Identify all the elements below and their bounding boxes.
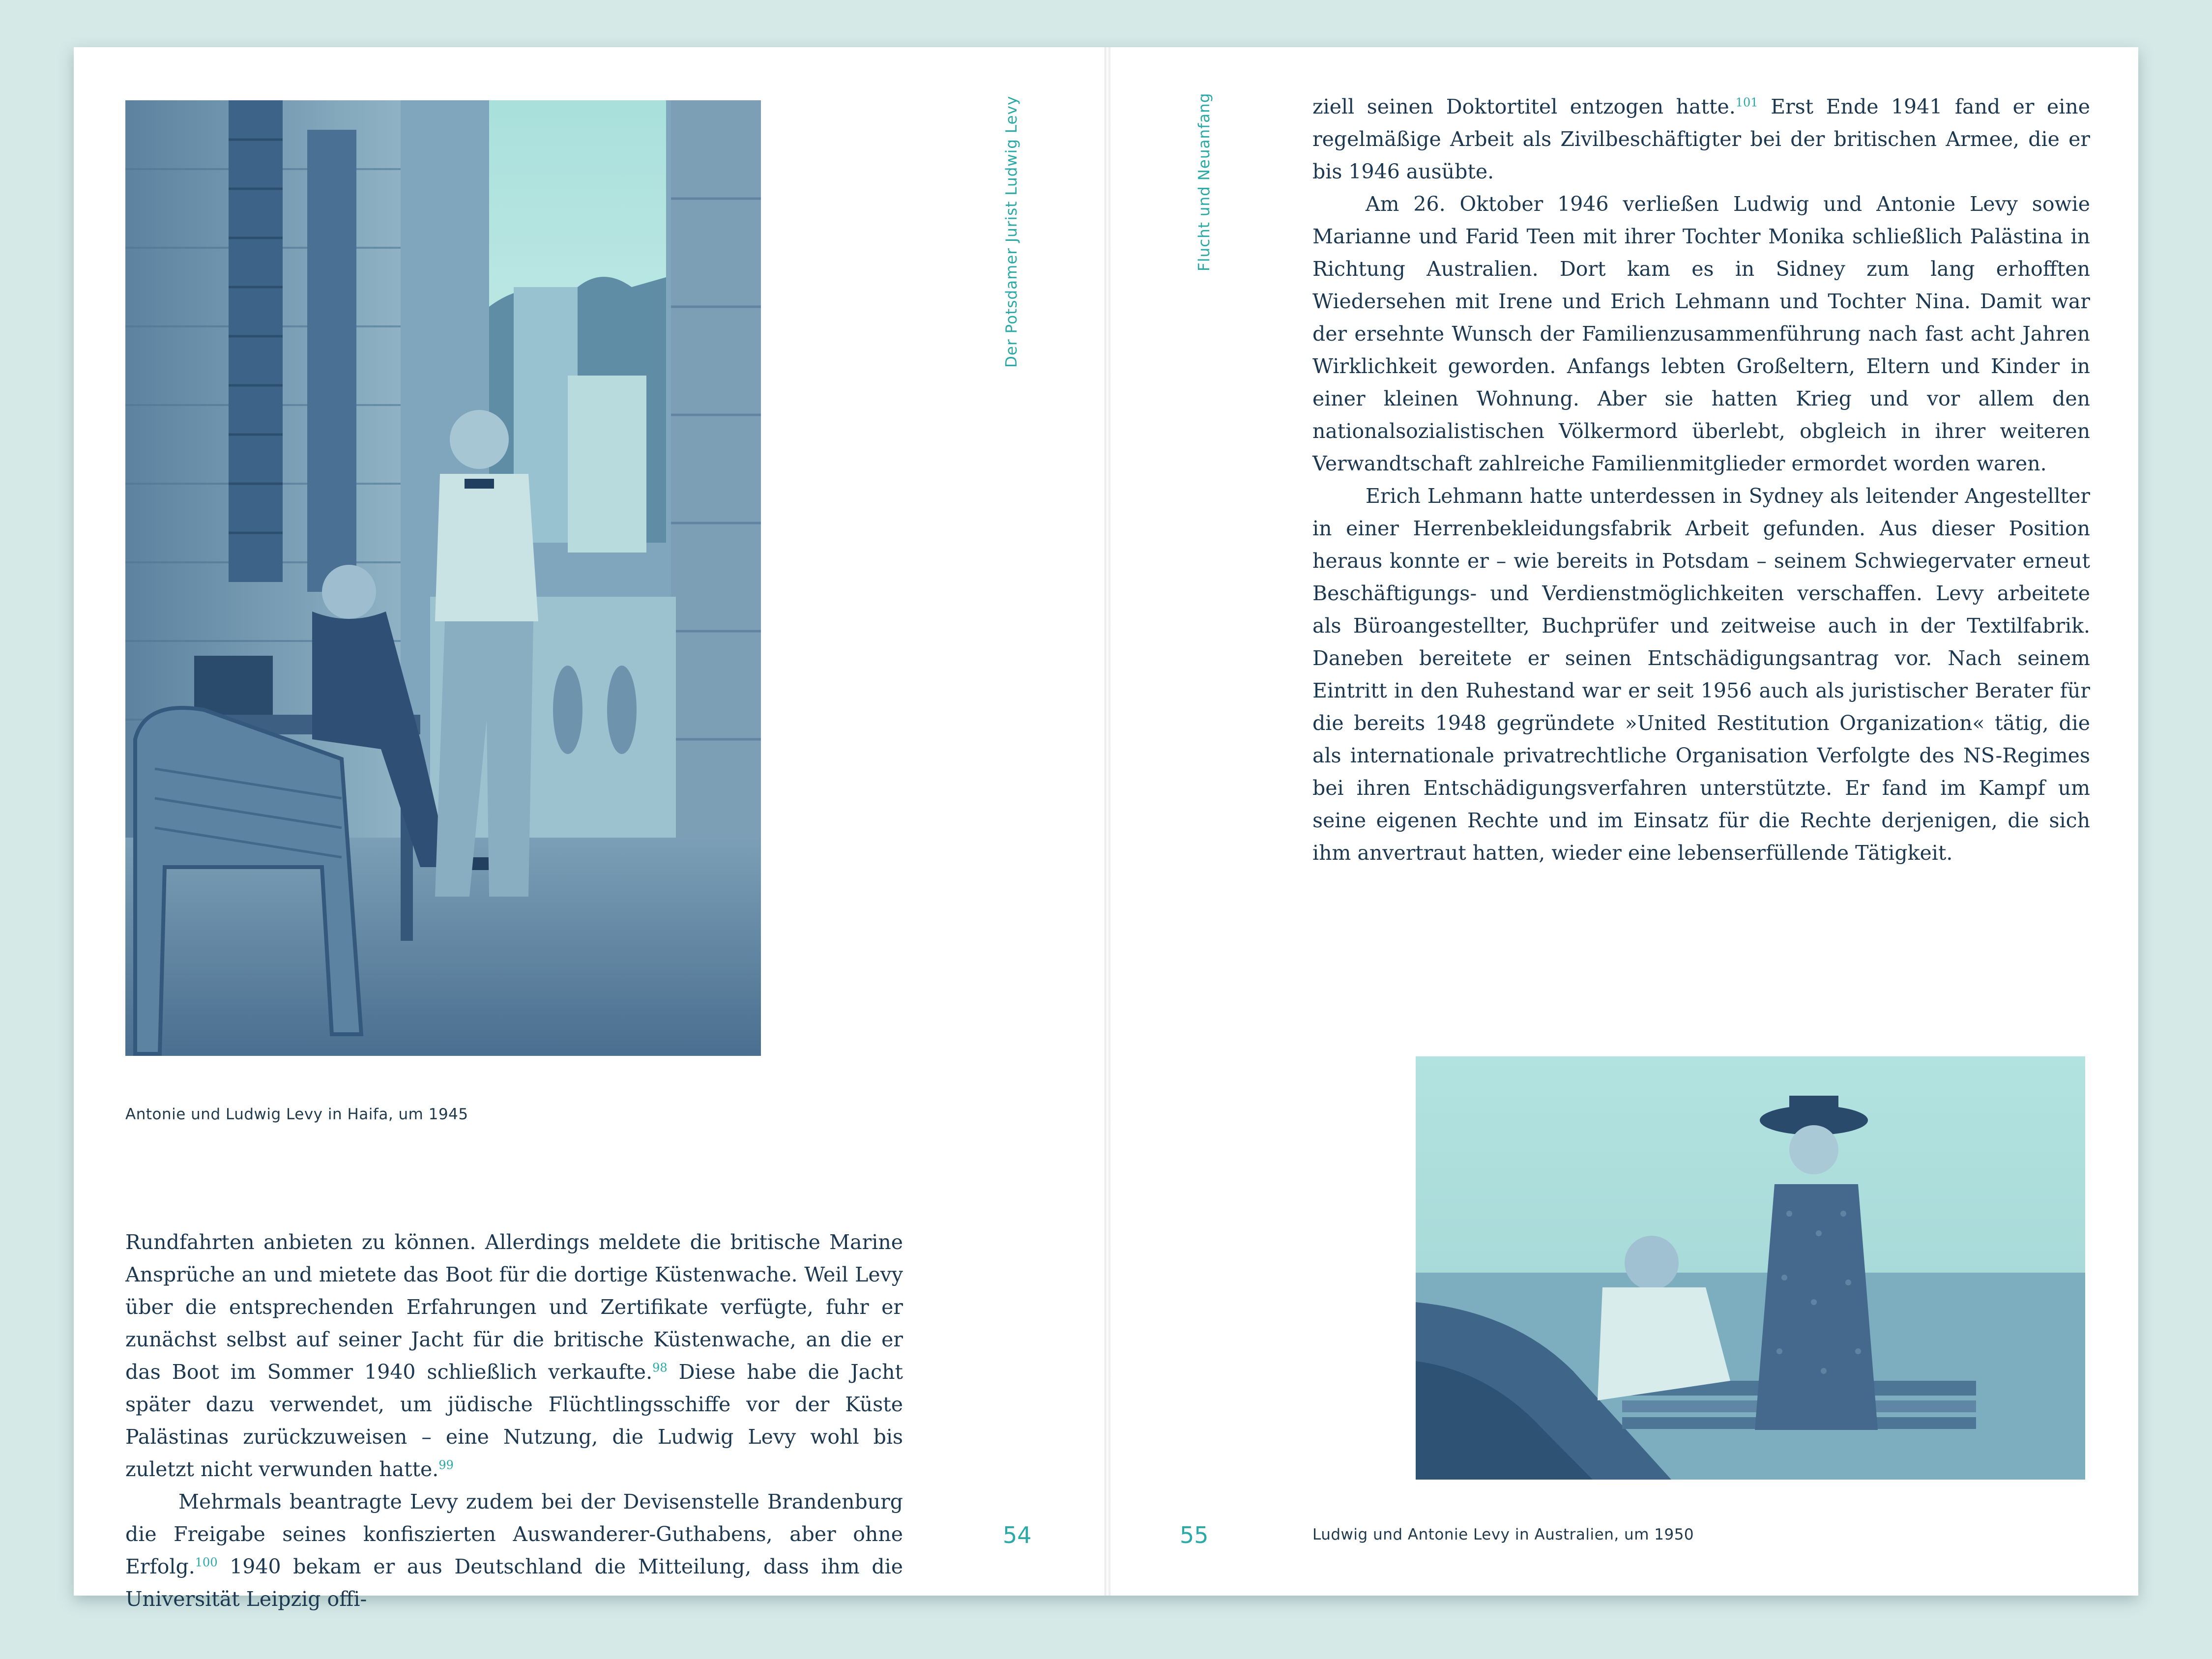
footnote-marker: 100 (195, 1555, 218, 1570)
text-run: Mehrmals beantragte Levy zudem bei der Devisenstelle Brandenburg die Freigabe seines konfiszierten Auswanderer-Guthabens, aber ohne Erfolg. (125, 1490, 903, 1578)
text-run: Erst Ende 1941 fand er eine regelmäßige Arbeit als Zivilbeschäftigter bei der britischen Armee, die er bis 1946 ausübte. (1312, 95, 2091, 183)
paragraph (125, 1485, 903, 1615)
page-number-left: 54 (1003, 1522, 1032, 1548)
text-run: Diese habe die Jacht später dazu verwendet, um jüdische Flüchtlingsschiffe vor der Küste Palästinas zurückzuweisen – eine Nutzung, die Ludwig Levy wohl bis zuletzt nicht verwunden hatte. (125, 1360, 903, 1481)
paragraph (125, 1226, 903, 1485)
book-gutter (1105, 47, 1110, 1596)
page-number-right: 55 (1180, 1522, 1209, 1548)
haifa-photo-image (125, 100, 761, 1056)
text-run: Rundfahrten anbieten zu können. Allerdings meldete die britische Marine Ansprüche an und mietete das Boot für die dortige Küstenwache. Weil Levy über die entsprechenden Erfahrungen und Zertifikate verfügte, fuhr er zunächst selbst auf seiner Jacht für die britische Küstenwache, an die er das Boot im Sommer 1940 schließlich verkaufte. (125, 1230, 903, 1384)
footnote-marker: 101 (1735, 95, 1758, 110)
footnote-marker: 99 (438, 1458, 454, 1472)
caption-haifa: Antonie und Ludwig Levy in Haifa, um 1945 (125, 1106, 468, 1123)
running-head-left: Der Potsdamer Jurist Ludwig Levy (1003, 95, 1020, 368)
book-spread (74, 47, 2138, 1611)
photo-haifa (125, 100, 761, 1056)
right-body-text (1312, 90, 2090, 869)
footnote-marker: 98 (652, 1361, 668, 1375)
paragraph (1312, 188, 2090, 480)
caption-australia: Ludwig und Antonie Levy in Australien, um 1950 (1312, 1526, 1694, 1543)
photo-australia (1416, 1056, 2085, 1480)
text-run: Am 26. Oktober 1946 verließen Ludwig und Antonie Levy sowie Marianne und Farid Teen mit ihrer Tochter Monika schließlich Palästina in Richtung Australien. Dort kam es in Sidney zum lang erhofften Wiedersehen mit Irene und Erich Lehmann und Tochter Nina. Damit war der ersehnte Wunsch der Familienzusammenführung nach fast acht Jahren Wirklichkeit geworden. Anfangs lebten Großeltern, Eltern und Kinder in einer kleinen Wohnung. Aber sie hatten Krieg und vor allem den nationalsozialistischen Völkermord überlebt, obgleich in ihrer weiteren Verwandtschaft zahlreiche Familienmitglieder ermordet worden waren. (1312, 192, 2090, 475)
left-body-text (125, 1226, 903, 1615)
running-head-right: Flucht und Neuanfang (1195, 92, 1213, 271)
text-run: 1940 bekam er aus Deutschland die Mitteilung, dass ihm die Universität Leipzig offi- (125, 1555, 903, 1611)
text-run: Erich Lehmann hatte unterdessen in Sydney als leitender Angestellter in einer Herrenbekleidungsfabrik Arbeit gefunden. Aus dieser Position heraus konnte er – wie bereits in Potsdam – seinem Schwiegervater erneut Beschäftigungs- und Verdienstmöglichkeiten verschaffen. Levy arbeitete als Büroangestellter, Buchprüfer und zeitweise auch in der Textilfabrik. Daneben bereitete er seinen Entschädigungsantrag vor. Nach seinem Eintritt in den Ruhestand war er seit 1956 auch als juristischer Berater für die bereits 1948 gegründete »United Restitution Organization« tätig, die als internationale privatrechtliche Organisation Verfolgte des NS-Regimes bei ihren Entschädigungsverfahren unterstützte. Er fand im Kampf um seine eigenen Rechte und im Einsatz für die Rechte derjenigen, die sich ihm anvertraut hatten, wieder eine lebenserfüllende Tätigkeit. (1312, 484, 2090, 865)
paragraph (1312, 480, 2090, 869)
text-run: ziell seinen Doktortitel entzogen hatte. (1312, 95, 1736, 118)
australia-photo-image (1416, 1056, 2085, 1480)
paragraph (1312, 90, 2090, 188)
